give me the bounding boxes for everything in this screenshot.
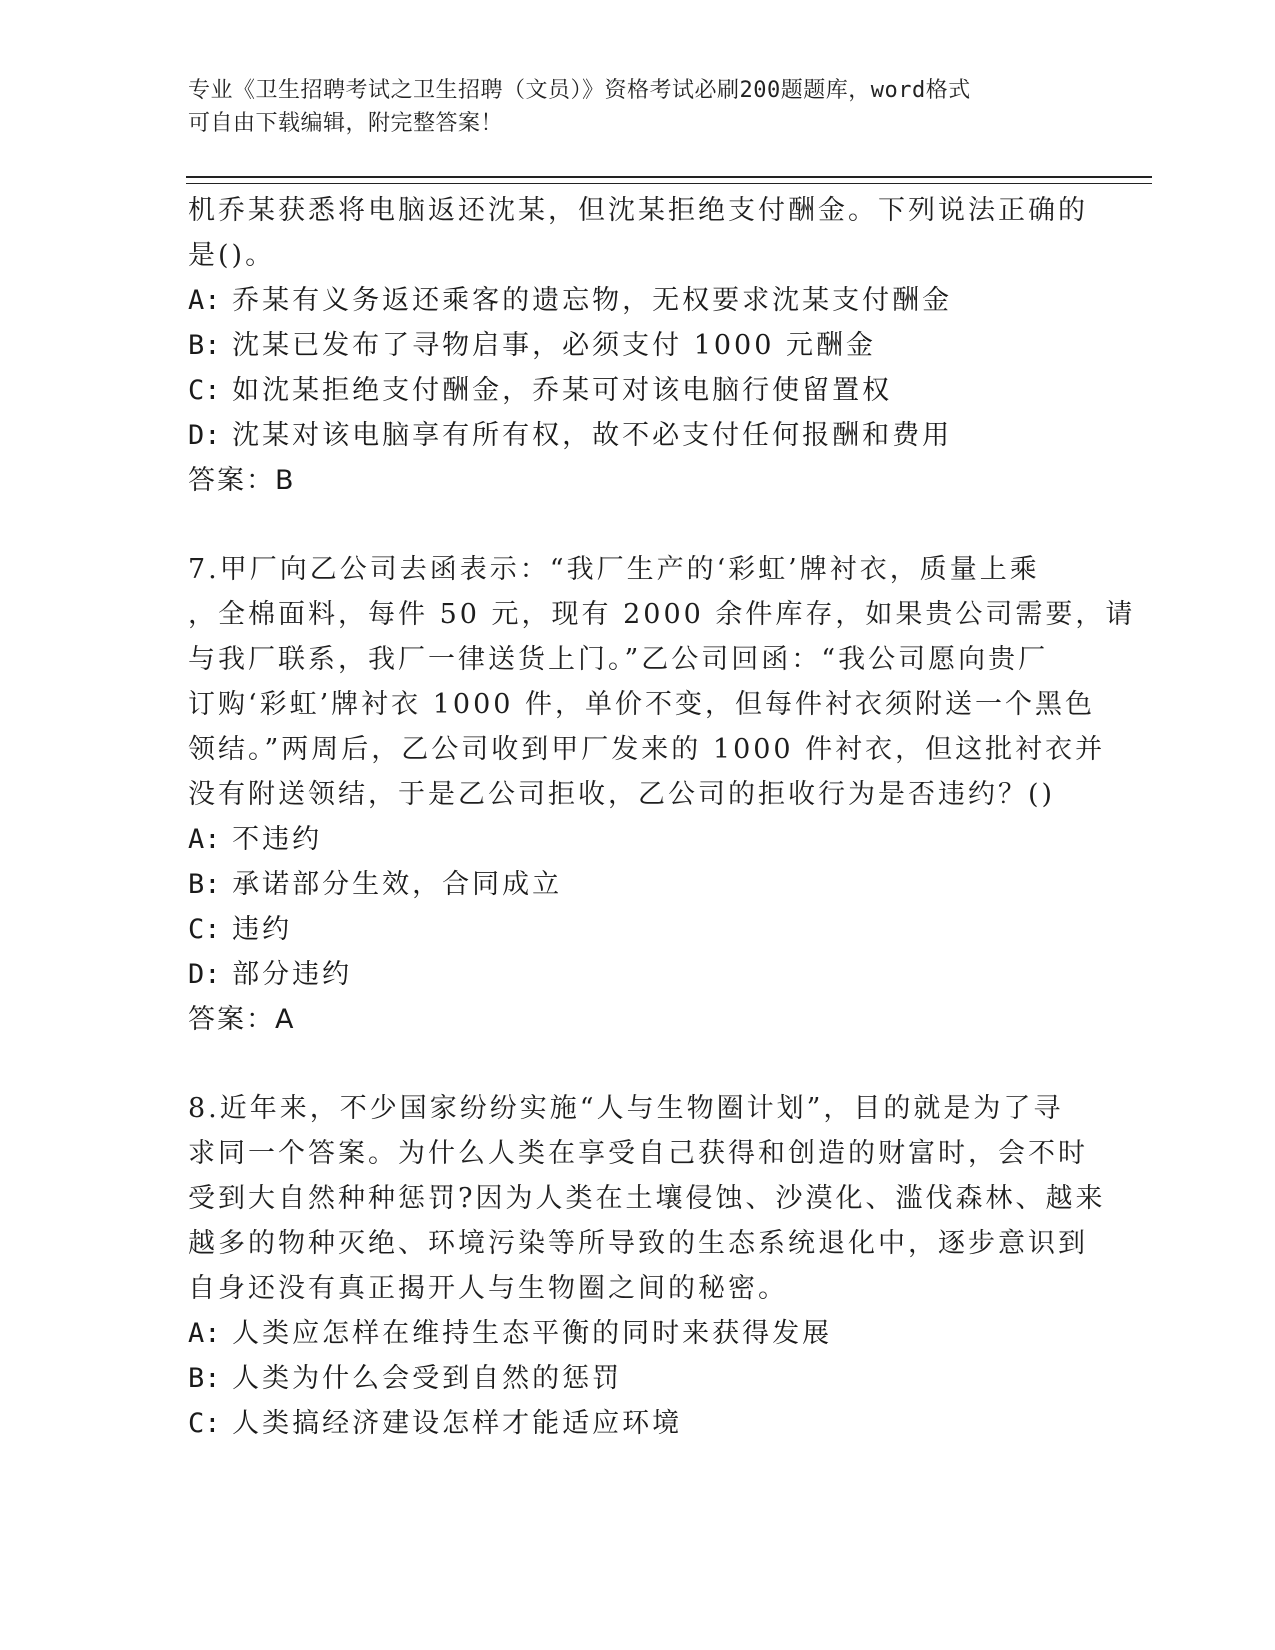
question-stem-line: 与我厂联系，我厂一律送货上门。”乙公司回函：“我公司愿向贵厂 <box>188 644 1049 675</box>
header-divider-thick <box>186 176 1152 178</box>
header-line-2: 可自由下载编辑，附完整答案！ <box>188 111 504 136</box>
spacer <box>188 503 1068 547</box>
option-c <box>188 1401 1068 1446</box>
option-key: A: <box>188 1318 221 1349</box>
option-a <box>188 817 1068 862</box>
option-text: 人类搞经济建设怎样才能适应环境 <box>232 1408 683 1439</box>
option-key: C: <box>188 1408 221 1439</box>
option-text: 承诺部分生效，合同成立 <box>232 869 563 900</box>
question-8 <box>188 1086 1106 1446</box>
option-key: A: <box>188 824 221 855</box>
option-text: 不违约 <box>232 824 323 855</box>
option-key: D: <box>188 420 221 451</box>
header-line-1: 专业《卫生招聘考试之卫生招聘（文员）》资格考试必刷200题题库，word格式 <box>188 78 971 103</box>
question-stem-line: 自身还没有真正揭开人与生物圈之间的秘密。 <box>188 1273 788 1304</box>
option-key: D: <box>188 959 221 990</box>
option-b <box>188 323 1068 368</box>
spacer <box>188 1042 1068 1086</box>
option-b <box>188 1356 1068 1401</box>
question-stem-line: 求同一个答案。为什么人类在享受自己获得和创造的财富时，会不时 <box>188 1138 1088 1169</box>
question-stem-line: 领结。”两周后，乙公司收到甲厂发来的 1000 件衬衣，但这批衬衣并 <box>188 734 1106 765</box>
question-7 <box>188 547 1136 1042</box>
document-header <box>188 74 1088 140</box>
option-text: 违约 <box>232 914 293 945</box>
option-key: B: <box>188 1363 221 1394</box>
question-stem-line: 7.甲厂向乙公司去函表示：“我厂生产的‘彩虹’牌衬衣，质量上乘 <box>188 554 1040 585</box>
option-text: 部分违约 <box>232 959 353 990</box>
question-stem-line: 订购‘彩虹’牌衬衣 1000 件，单价不变，但每件衬衣须附送一个黑色 <box>188 689 1096 720</box>
option-text: 乔某有义务返还乘客的遗忘物，无权要求沈某支付酬金 <box>232 285 953 316</box>
option-key: C: <box>188 375 221 406</box>
question-6 <box>188 188 1088 503</box>
question-stem-line: 越多的物种灭绝、环境污染等所导致的生态系统退化中，逐步意识到 <box>188 1228 1088 1259</box>
question-stem-line: 8.近年来，不少国家纷纷实施“人与生物圈计划”，目的就是为了寻 <box>188 1093 1064 1124</box>
question-stem-line: 受到大自然种种惩罚?因为人类在土壤侵蚀、沙漠化、滥伐森林、越来 <box>188 1183 1106 1214</box>
option-a <box>188 1311 1068 1356</box>
option-key: C: <box>188 914 221 945</box>
option-key: A: <box>188 285 221 316</box>
question-stem-line: 没有附送领结，于是乙公司拒收，乙公司的拒收行为是否违约？() <box>188 779 1056 810</box>
option-a <box>188 278 1068 323</box>
option-b <box>188 862 1068 907</box>
option-key: B: <box>188 330 221 361</box>
option-text: 如沈某拒绝支付酬金，乔某可对该电脑行使留置权 <box>232 375 893 406</box>
option-c <box>188 907 1068 952</box>
question-stem-line: 机乔某获悉将电脑返还沈某，但沈某拒绝支付酬金。下列说法正确的 <box>188 195 1088 226</box>
question-stem-line: 是()。 <box>188 240 276 271</box>
option-d <box>188 413 1068 458</box>
answer-line: 答案：B <box>188 465 296 496</box>
option-text: 人类应怎样在维持生态平衡的同时来获得发展 <box>232 1318 833 1349</box>
option-text: 人类为什么会受到自然的惩罚 <box>232 1363 623 1394</box>
header-divider-thin <box>186 183 1152 184</box>
question-stem-line: ，全棉面料，每件 50 元，现有 2000 余件库存，如果贵公司需要，请 <box>188 599 1136 630</box>
question-content <box>188 188 1136 1446</box>
option-d <box>188 952 1068 997</box>
option-key: B: <box>188 869 221 900</box>
option-text: 沈某对该电脑享有所有权，故不必支付任何报酬和费用 <box>232 420 953 451</box>
option-text: 沈某已发布了寻物启事，必须支付 1000 元酬金 <box>232 330 876 361</box>
option-c <box>188 368 1068 413</box>
answer-line: 答案：A <box>188 1004 296 1035</box>
